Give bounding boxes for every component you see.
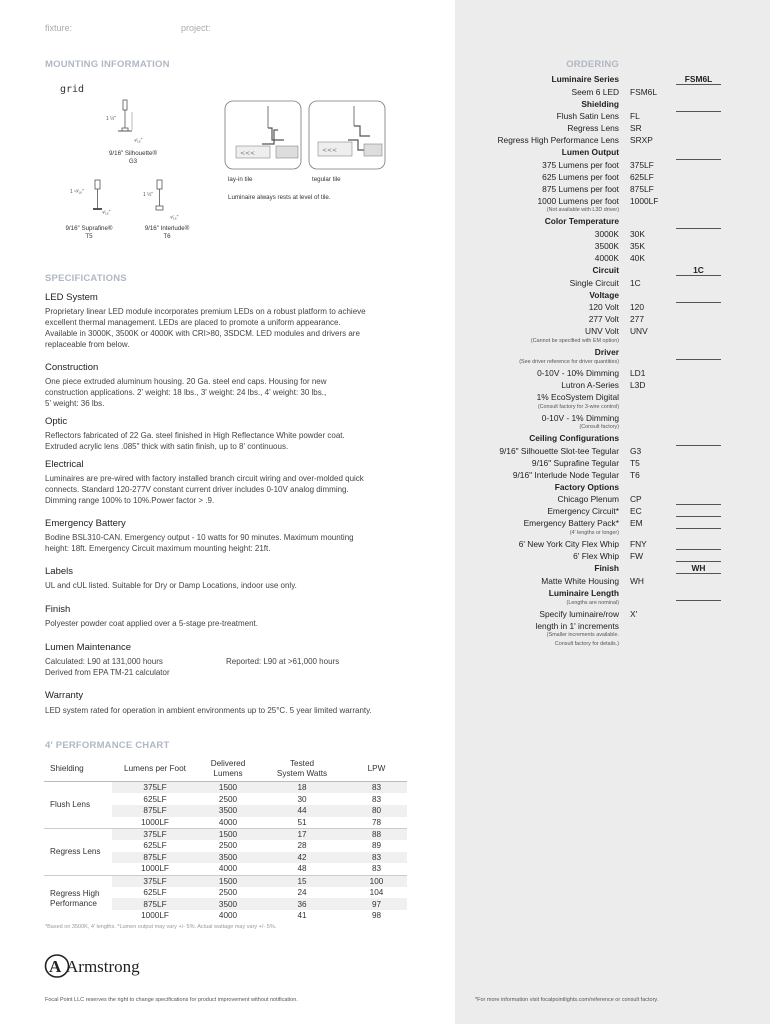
ordering-option: 6' Flex Whip bbox=[573, 551, 619, 561]
armstrong-logo bbox=[44, 953, 154, 984]
ordering-option: 375 Lumens per foot bbox=[542, 159, 619, 170]
spec-text-optic: Reflectors fabricated of 22 Ga. steel finished in High Reflectance White powder coat. Extruded acrylic lens .085" thick with satin finish, up to 8' continuous. bbox=[45, 431, 345, 451]
ordering-heading: Lumen Output bbox=[561, 147, 619, 158]
ordering-code: 30K bbox=[630, 229, 645, 239]
suprafine-width: ⁹⁄₁₆" bbox=[102, 210, 111, 216]
ordering-selected-value[interactable]: WH bbox=[676, 563, 721, 574]
ordering-blank-field[interactable] bbox=[676, 228, 721, 229]
table-cell: 1000LF bbox=[141, 911, 169, 921]
table-cell: 2500 bbox=[218, 841, 238, 851]
ordering-heading: Circuit bbox=[592, 265, 619, 275]
silhouette-code: G3 bbox=[128, 158, 138, 165]
ordering-option: 9/16" Interlude Node Tegular bbox=[512, 469, 619, 480]
ordering-blank-field[interactable] bbox=[676, 302, 721, 303]
table-cell: 98 bbox=[371, 911, 382, 921]
ordering-note: (See driver reference for driver quantities) bbox=[519, 358, 619, 365]
ordering-code: 40K bbox=[630, 253, 645, 263]
ordering-code: G3 bbox=[630, 445, 642, 456]
spec-text-finish: Polyester powder coat applied over a 5-stage pre-treatment. bbox=[45, 619, 259, 628]
table-cell: 3500 bbox=[198, 805, 258, 817]
ordering-heading: Factory Options bbox=[554, 481, 619, 492]
mounting-title: MOUNTING INFORMATION bbox=[45, 59, 170, 70]
ordering-option: length in 1' increments bbox=[535, 620, 619, 631]
svg-text:Armstrong: Armstrong bbox=[66, 957, 140, 976]
ordering-code: FSM6L bbox=[630, 86, 657, 97]
shielding-cell: Regress High Performance bbox=[44, 875, 112, 922]
footer-right: *For more information visit focalpointlights.com/reference or consult factory. bbox=[475, 997, 659, 1003]
ordering-note: (Lengths are nominal) bbox=[566, 599, 619, 606]
project-label: project: bbox=[181, 23, 211, 33]
table-cell: 15 bbox=[258, 875, 346, 887]
lay-in-tile-label: lay-in tile bbox=[228, 176, 253, 183]
ordering-blank-field[interactable] bbox=[676, 600, 721, 601]
ordering-code: X' bbox=[630, 608, 638, 619]
table-cell: 104 bbox=[369, 888, 384, 898]
table-cell: 4000 bbox=[218, 911, 238, 921]
table-cell: 17 bbox=[258, 828, 346, 840]
table-cell: 100 bbox=[346, 875, 407, 887]
ordering-code: 35K bbox=[630, 241, 645, 251]
ordering-code: FW bbox=[630, 551, 644, 561]
ordering-blank-field[interactable] bbox=[676, 159, 721, 160]
table-cell: 875LF bbox=[112, 805, 198, 817]
ordering-option: 1% EcoSystem Digital bbox=[536, 392, 619, 402]
ordering-heading: Voltage bbox=[589, 289, 619, 300]
ordering-blank-field[interactable] bbox=[676, 504, 721, 505]
suprafine-name: 9/16" Suprafine® bbox=[65, 225, 113, 232]
table-cell: 48 bbox=[297, 864, 307, 874]
spec-text-lumen-maintenance: Calculated: L90 at 131,000 hours Derived from EPA TM-21 calculator bbox=[45, 657, 170, 677]
ordering-blank-field[interactable] bbox=[676, 549, 721, 550]
ordering-heading: Color Temperature bbox=[544, 216, 619, 227]
table-cell: 4000 bbox=[218, 817, 238, 827]
interlude-code: T6 bbox=[163, 233, 171, 240]
table-cell: 3500 bbox=[198, 852, 258, 864]
ordering-selected-value[interactable]: 1C bbox=[676, 265, 721, 276]
ordering-code: CP bbox=[630, 494, 642, 505]
ordering-option: 0-10V - 10% Dimming bbox=[537, 368, 619, 378]
ordering-blank-field[interactable] bbox=[676, 359, 721, 360]
footer-left: Focal Point LLC reserves the right to change specifications for product improvement without notification. bbox=[45, 997, 298, 1003]
tegular-tile-detail-icon bbox=[308, 100, 386, 170]
performance-title: 4' PERFORMANCE CHART bbox=[45, 740, 170, 751]
ordering-note: (Consult factory) bbox=[579, 424, 619, 431]
table-cell: 83 bbox=[346, 852, 407, 864]
table-cell: 1500 bbox=[198, 875, 258, 887]
spec-heading-emergency-battery: Emergency Battery bbox=[45, 518, 126, 529]
table-cell: 78 bbox=[371, 817, 382, 827]
table-cell: 4000 bbox=[218, 864, 238, 874]
ordering-option: 3500K bbox=[594, 241, 619, 251]
suprafine-profile-icon bbox=[86, 178, 116, 218]
table-cell: 1500 bbox=[198, 782, 258, 794]
ordering-option: 1000 Lumens per foot bbox=[537, 195, 619, 206]
spec-heading-labels: Labels bbox=[45, 566, 73, 577]
table-cell: 375LF bbox=[112, 782, 198, 794]
spec-text-electrical: Luminaires are pre-wired with factory installed branch circuit wiring and over-molded quick connects. Standard 120-277V constant current driver includes 0-10V analog dimming. Dimming range 100% to 10%.Power factor > .9. bbox=[45, 474, 364, 505]
ordering-heading: Ceiling Configurations bbox=[529, 433, 619, 444]
table-cell: 625LF bbox=[143, 841, 167, 851]
ordering-code: 277 bbox=[630, 314, 644, 325]
table-cell: 18 bbox=[258, 782, 346, 794]
ordering-option: Emergency Battery Pack* bbox=[523, 518, 619, 529]
ordering-option: 875 Lumens per foot bbox=[542, 183, 619, 194]
ordering-code: EC bbox=[630, 506, 642, 517]
ordering-option: 0-10V - 1% Dimming bbox=[541, 412, 619, 423]
ordering-option: 277 Volt bbox=[588, 314, 619, 325]
table-cell: 30 bbox=[297, 794, 307, 804]
table-row bbox=[44, 828, 407, 840]
table-cell: 80 bbox=[346, 805, 407, 817]
table-cell: 83 bbox=[346, 782, 407, 794]
ordering-option: 625 Lumens per foot bbox=[542, 171, 619, 182]
ordering-option: 120 Volt bbox=[588, 302, 619, 313]
ordering-code: 1000LF bbox=[630, 195, 659, 206]
table-cell: 2500 bbox=[218, 888, 238, 898]
spec-heading-electrical: Electrical bbox=[45, 459, 84, 470]
interlude-height: 1 ½" bbox=[143, 192, 154, 198]
spec-heading-led-system: LED System bbox=[45, 292, 98, 303]
table-cell: 3500 bbox=[198, 898, 258, 910]
interlude-profile-icon bbox=[148, 178, 188, 218]
mounting-note: Luminaire always rests at level of tile. bbox=[228, 194, 331, 201]
table-cell: 88 bbox=[346, 828, 407, 840]
grid-label: grid bbox=[60, 84, 85, 95]
performance-table bbox=[44, 757, 407, 922]
silhouette-height: 1 ½" bbox=[106, 116, 117, 122]
lay-in-tile-detail-icon bbox=[224, 100, 302, 170]
interlude-width: ⁹⁄₁₆" bbox=[170, 215, 179, 221]
ordering-code: EM bbox=[630, 518, 643, 529]
spec-text-emergency-battery: Bodine BSL310-CAN. Emergency output - 10 watts for 90 minutes. Maximum mounting height: 18ft. Emergency Circuit maximum mounting height: 21ft. bbox=[45, 533, 354, 553]
ordering-option: Matte White Housing bbox=[541, 575, 619, 586]
svg-text:<<<: <<< bbox=[322, 147, 338, 154]
performance-footnote: *Based on 3500K, 4' lengths. *Lumen output may vary +/- 5%. Actual wattage may vary +/- 5%. bbox=[45, 924, 277, 930]
spec-text-labels: UL and cUL listed. Suitable for Dry or Damp Locations, indoor use only. bbox=[45, 581, 297, 590]
mounting-diagrams bbox=[44, 78, 444, 253]
ordering-code: FNY bbox=[630, 539, 647, 549]
ordering-option: Emergency Circuit* bbox=[547, 506, 619, 517]
table-cell: 625LF bbox=[143, 888, 167, 898]
ordering-note: (4' lengths or longer) bbox=[569, 529, 619, 536]
ordering-note: Consult factory for details.) bbox=[554, 640, 619, 647]
shielding-cell: Flush Lens bbox=[50, 799, 91, 809]
ordering-blank-field[interactable] bbox=[676, 561, 721, 562]
ordering-code: 120 bbox=[630, 302, 644, 313]
suprafine-code: T5 bbox=[85, 233, 93, 240]
ordering-code: 375LF bbox=[630, 159, 654, 170]
table-cell: 36 bbox=[258, 898, 346, 910]
spec-heading-construction: Construction bbox=[45, 362, 99, 373]
ordering-selected-value[interactable]: FSM6L bbox=[676, 74, 721, 85]
table-cell: 51 bbox=[297, 817, 307, 827]
table-cell: 28 bbox=[297, 841, 307, 851]
col-lumens-per-foot: Lumens per Foot bbox=[112, 757, 198, 782]
table-cell: 1500 bbox=[198, 828, 258, 840]
ordering-option: 9/16" Suprafine Tegular bbox=[531, 457, 619, 468]
ordering-code: 625LF bbox=[630, 171, 654, 182]
interlude-name: 9/16" Interlude® bbox=[144, 225, 190, 232]
svg-text:A: A bbox=[49, 957, 62, 976]
suprafine-height: 1 ¹³⁄₁₆" bbox=[70, 189, 84, 195]
ordering-heading: Luminaire Length bbox=[548, 587, 619, 598]
ordering-option: UNV Volt bbox=[585, 326, 619, 337]
col-tested-system-watts: Tested System Watts bbox=[258, 757, 346, 782]
ordering-blank-field[interactable] bbox=[676, 528, 721, 529]
spec-text-led-system: Proprietary linear LED module incorporates premium LEDs on a robust platform to achieve excellent thermal management. LEDs are placed to promote a uniform appearance. Available in 3000K, 3500K or 4000K with CRI>80, 3SDCM. LED modules and drivers are replaceable from below. bbox=[45, 307, 366, 349]
spec-heading-lumen-maintenance: Lumen Maintenance bbox=[45, 642, 132, 653]
table-cell: 1000LF bbox=[141, 864, 169, 874]
table-cell: 875LF bbox=[112, 898, 198, 910]
svg-text:<<<: <<< bbox=[240, 150, 256, 157]
performance-header-row bbox=[44, 757, 407, 782]
table-row bbox=[44, 782, 407, 794]
table-cell: 41 bbox=[297, 911, 307, 921]
ordering-code: WH bbox=[630, 575, 644, 586]
table-cell: 42 bbox=[258, 852, 346, 864]
ordering-option: 6' New York City Flex Whip bbox=[518, 539, 619, 549]
table-cell: 1000LF bbox=[141, 817, 169, 827]
ordering-code: 875LF bbox=[630, 183, 654, 194]
shielding-cell: Regress Lens bbox=[44, 828, 112, 875]
ordering-option: Single Circuit bbox=[569, 277, 619, 288]
col-delivered-lumens: Delivered Lumens bbox=[198, 757, 258, 782]
ordering-option: Specify luminaire/row bbox=[539, 608, 619, 619]
table-cell: 24 bbox=[297, 888, 307, 898]
ordering-code: T5 bbox=[630, 457, 640, 468]
col-shielding: Shielding bbox=[44, 757, 112, 782]
table-cell: 83 bbox=[371, 794, 382, 804]
ordering-code: FL bbox=[630, 111, 640, 122]
table-row bbox=[44, 875, 407, 887]
ordering-note: (Cannot be specified with EM option) bbox=[530, 337, 619, 344]
ordering-option: Regress High Performance Lens bbox=[497, 135, 619, 146]
table-cell: 83 bbox=[371, 864, 382, 874]
ordering-code: SRXP bbox=[630, 135, 653, 146]
ordering-note: (Smaller increments available. bbox=[546, 632, 619, 639]
spec-heading-optic: Optic bbox=[45, 416, 68, 427]
ordering-title: ORDERING bbox=[566, 59, 619, 70]
ordering-option: Lutron A-Series bbox=[561, 380, 619, 390]
ordering-blank-field[interactable] bbox=[676, 111, 721, 112]
ordering-option: Chicago Plenum bbox=[557, 494, 619, 505]
ordering-note: (Consult factory for 3-wire control) bbox=[537, 403, 619, 410]
ordering-code: L3D bbox=[630, 380, 646, 390]
table-cell: 625LF bbox=[143, 794, 167, 804]
col-lpw: LPW bbox=[346, 757, 407, 782]
table-cell: 2500 bbox=[218, 794, 238, 804]
ordering-blank-field[interactable] bbox=[676, 445, 721, 446]
ordering-code: T6 bbox=[630, 469, 640, 480]
table-cell: 97 bbox=[346, 898, 407, 910]
table-cell: 44 bbox=[258, 805, 346, 817]
spec-heading-warranty: Warranty bbox=[45, 690, 84, 701]
silhouette-width: ⁹⁄₁₆" bbox=[134, 138, 143, 144]
spec-heading-finish: Finish bbox=[45, 604, 71, 615]
ordering-blank-field[interactable] bbox=[676, 516, 721, 517]
fixture-label: fixture: bbox=[45, 23, 73, 33]
ordering-heading: Shielding bbox=[581, 98, 619, 109]
ordering-code: UNV bbox=[630, 326, 648, 337]
table-cell: 375LF bbox=[112, 875, 198, 887]
ordering-note: (Not available with L3D driver) bbox=[546, 207, 619, 214]
ordering-code: LD1 bbox=[630, 368, 646, 378]
silhouette-name: 9/16" Silhouette® bbox=[108, 150, 158, 157]
ordering-heading: Driver bbox=[594, 346, 619, 357]
spec-text-construction: One piece extruded aluminum housing. 20 Ga. steel end caps. Housing for new construction applications. 2' weight: 18 lbs., 3' weight: 24 lbs., 4' weight: 30 lbs., 5' weight: 36 lbs. bbox=[45, 377, 327, 408]
ordering-option: 3000K bbox=[594, 229, 619, 239]
spec-text-warranty: LED system rated for operation in ambient environments up to 25°C. 5 year limited warranty. bbox=[45, 706, 372, 715]
armstrong-logo-icon bbox=[44, 953, 154, 979]
specifications-title: SPECIFICATIONS bbox=[45, 273, 127, 284]
ordering-option: 4000K bbox=[594, 253, 619, 263]
table-cell: 375LF bbox=[112, 828, 198, 840]
ordering-code: SR bbox=[630, 123, 642, 134]
ordering-option: Flush Satin Lens bbox=[556, 111, 619, 122]
spec-text-lumen-reported: Reported: L90 at >61,000 hours bbox=[226, 657, 340, 666]
tegular-tile-label: tegular tile bbox=[312, 176, 341, 183]
ordering-option: Seem 6 LED bbox=[571, 86, 619, 97]
table-cell: 875LF bbox=[112, 852, 198, 864]
ordering-option: 9/16" Silhouette Slot-tee Tegular bbox=[499, 445, 619, 456]
ordering-option: Regress Lens bbox=[567, 123, 619, 134]
ordering-heading: Finish bbox=[594, 563, 619, 573]
ordering-code: 1C bbox=[630, 277, 641, 288]
table-cell: 89 bbox=[371, 841, 382, 851]
ordering-heading: Luminaire Series bbox=[551, 74, 619, 84]
